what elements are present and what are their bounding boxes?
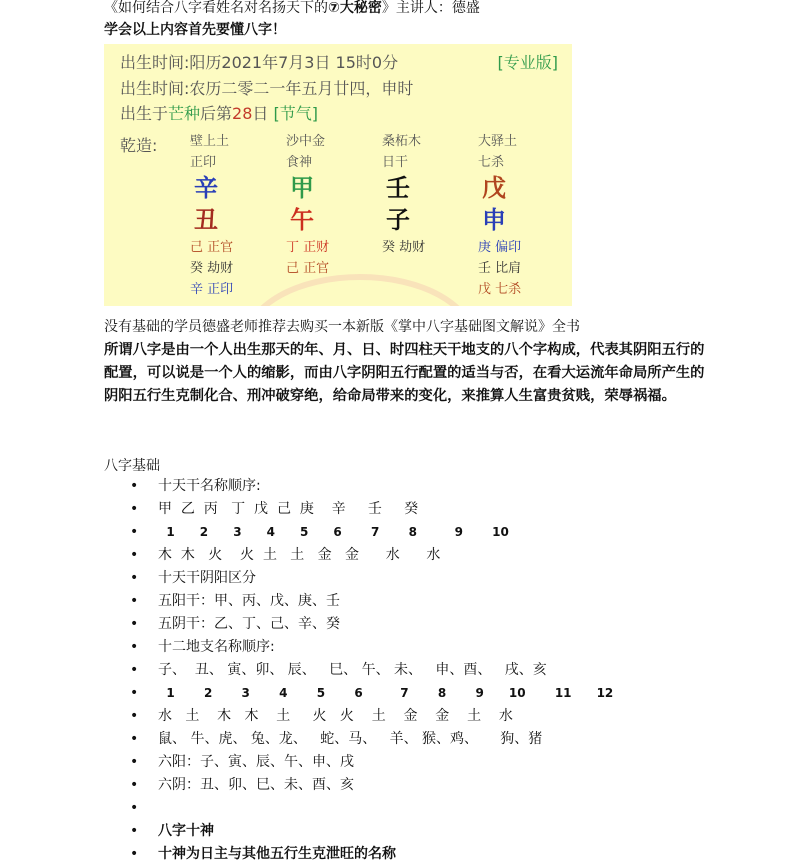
hidden-stem: 丁 正财 — [286, 240, 330, 255]
bullet-icon: • — [130, 524, 139, 540]
dizhi: 子 — [386, 206, 410, 234]
bullet-icon: • — [130, 800, 139, 816]
nayin: 大驿土 — [478, 134, 518, 149]
definition-paragraph: 所谓八字是由一个人出生那天的年、月、日、时四柱天干地支的八个字构成，代表其阴阳五行的配置，可以说是一个人的缩影，而由八字阴阳五行配置的适当与否，在看大运流年命局所产生的阴阳五行生克制化合、刑冲破穿绝，给命局带来的变化，来推算人生富贵贫贱，荣辱祸福。 — [104, 342, 705, 404]
tiangan: 甲 — [290, 174, 314, 202]
bullet-icon: • — [130, 616, 139, 632]
pillar-month — [286, 130, 376, 278]
jieqi-line: 出生于芒种后第28日 [节气] — [120, 104, 319, 123]
hidden-stem: 己 正官 — [190, 240, 234, 255]
hidden-stem: 壬 比肩 — [478, 261, 522, 276]
tiangan: 戊 — [482, 174, 506, 202]
bullet-icon: • — [130, 685, 139, 701]
hidden-stem: 戊 七杀 — [478, 282, 522, 297]
bullet-icon: • — [130, 547, 139, 563]
version-tag: [专业版] — [497, 53, 558, 72]
birth-solar-line: 出生时间:阳历2021年7月3日 15时0分 — [120, 53, 399, 72]
pillar-day — [382, 130, 472, 257]
hidden-stem: 辛 正印 — [190, 282, 234, 297]
bullet-icon: • — [130, 823, 139, 839]
hidden-stem: 癸 劫财 — [190, 261, 234, 276]
bullet-icon: • — [130, 639, 139, 655]
shishen: 食神 — [286, 155, 313, 170]
pillar-hour — [478, 130, 568, 299]
bullet-icon: • — [130, 754, 139, 770]
bullet-icon: • — [130, 731, 139, 747]
shishen: 日干 — [382, 155, 409, 170]
bullet-icon: • — [130, 662, 139, 678]
pillar-year — [190, 130, 280, 299]
section-heading: 八字基础 — [104, 458, 160, 474]
nayin: 壁上土 — [190, 134, 230, 149]
dizhi: 午 — [290, 206, 314, 234]
shishen: 七杀 — [478, 155, 505, 170]
bullet-icon: • — [130, 846, 139, 862]
shishen: 正印 — [190, 155, 217, 170]
bullet-icon: • — [130, 708, 139, 724]
nayin: 桑柘木 — [382, 134, 422, 149]
bullet-icon: • — [130, 570, 139, 586]
hidden-stem: 庚 偏印 — [478, 240, 522, 255]
bullet-icon: • — [130, 478, 139, 494]
dizhi: 申 — [482, 206, 506, 234]
bullet-icon: • — [130, 593, 139, 609]
document-title: 《如何结合八字看姓名对名扬天下的⑦大秘密》主讲人：德盛 — [104, 0, 480, 16]
intro-line: 没有基础的学员德盛老师推荐去购买一本新版《掌中八字基础图文解说》全书 — [104, 319, 580, 335]
bazi-chart-image — [104, 44, 572, 306]
nayin: 沙中金 — [286, 134, 326, 149]
dizhi: 丑 — [194, 206, 218, 234]
subtitle: 学会以上内容首先要懂八字！ — [104, 22, 286, 38]
bullet-icon: • — [130, 501, 139, 517]
tiangan: 壬 — [386, 174, 410, 202]
bullet-icon: • — [130, 777, 139, 793]
birth-lunar-line: 出生时间:农历二零二一年五月廿四，申时 — [120, 79, 414, 98]
hidden-stem: 己 正官 — [286, 261, 330, 276]
tiangan: 辛 — [194, 174, 218, 202]
hidden-stem: 癸 劫财 — [382, 240, 426, 255]
qianzao-label: 乾造: — [120, 136, 158, 155]
